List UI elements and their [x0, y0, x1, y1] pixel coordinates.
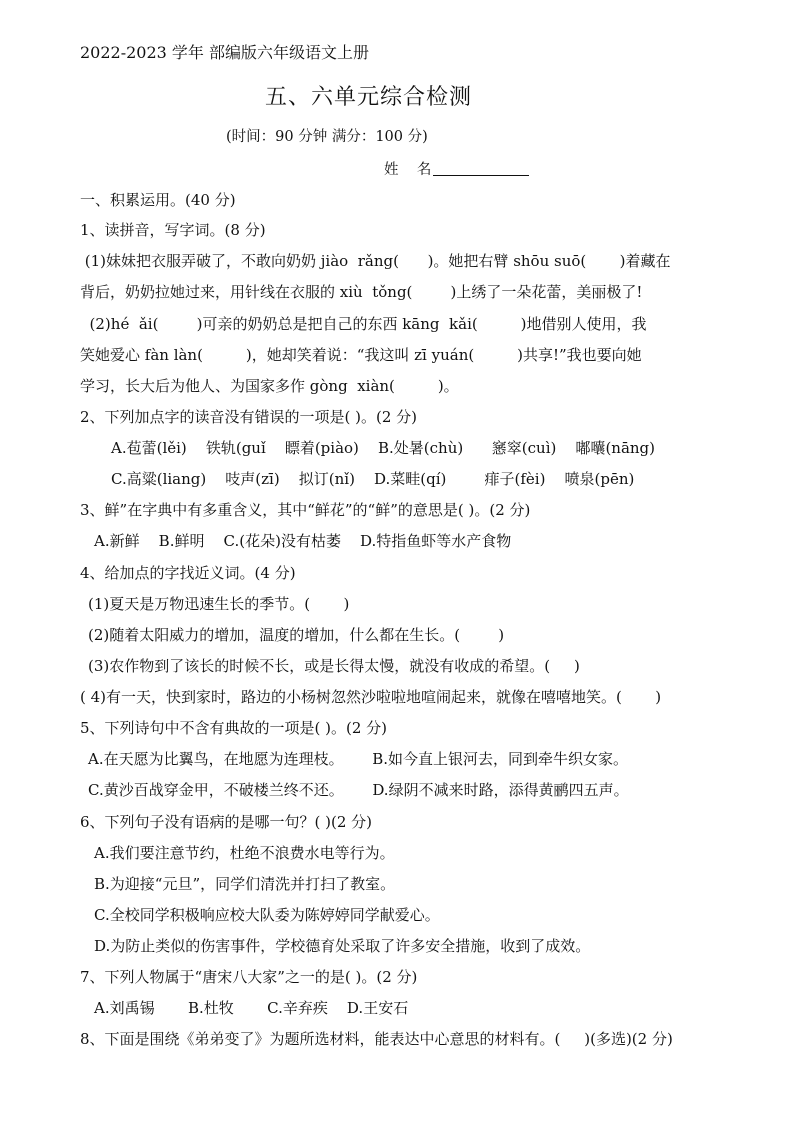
q4-item: (1)夏天是万物迅速生长的季节。( ): [88, 595, 350, 613]
name-label: 姓 名: [384, 162, 432, 178]
q4-stem: 4、给加点的字找近义词。(4 分): [80, 564, 296, 582]
q6-option: D.为防止类似的伤害事件，学校德育处采取了许多安全措施，收到了成效。: [94, 937, 591, 955]
q6-option: C.全校同学积极响应校大队委为陈婷婷同学献爱心。: [94, 906, 440, 924]
q1-line: 学习，长大后为他人、为国家多作 gòng xiàn( )。: [80, 377, 459, 395]
section-heading: 一、积累运用。(40 分): [80, 191, 236, 209]
time-score: (时间：90 分钟 满分：100 分): [226, 129, 428, 145]
q6-stem: 6、下列句子没有语病的是哪一句？( )(2 分): [80, 813, 373, 831]
q3-options: A.新鲜 B.鲜明 C.(花朵)没有枯萎 D.特指鱼虾等水产食物: [94, 532, 512, 550]
q1-line: 笑她爱心 fàn làn( )，她却笑着说：“我这叫 zī yuán( )共享!”我也要向她: [80, 346, 642, 364]
q3-stem: 3、鲜”在字典中有多重含义，其中“鲜花”的“鲜”的意思是( )。(2 分): [80, 501, 531, 519]
q6-option: A.我们要注意节约，杜绝不浪费水电等行为。: [94, 844, 395, 862]
q2-options: C.高粱(liang) 吱声(zī) 拟订(nǐ) D.菜畦(qí) 痱子(fèi) 喷泉(pēn): [111, 470, 635, 488]
page-title: 五、六单元综合检测: [265, 85, 473, 110]
q2-options: A.苞蕾(lěi) 铁轨(guǐ 瞟着(piào) B.处暑(chù) 窸窣(cuì) 嘟囔(nāng): [111, 439, 656, 457]
q4-item: (3)农作物到了该长的时候不长，或是长得太慢，就没有收成的希望。( ): [88, 657, 580, 675]
q7-stem: 7、下列人物属于“唐宋八大家”之一的是( )。(2 分): [80, 968, 418, 986]
q1-line: (2)hé ǎi( )可亲的奶奶总是把自己的东西 kāng kǎi( )地借别人使用，我: [80, 315, 647, 333]
q2-stem: 2、下列加点字的读音没有错误的一项是( )。(2 分): [80, 408, 418, 426]
q6-option: B.为迎接“元旦”，同学们清洗并打扫了教室。: [94, 875, 396, 893]
q1-line: 背后，奶奶拉她过来，用针线在衣服的 xiù tǒng( )上绣了一朵花蕾，美丽极了!: [80, 283, 643, 301]
doc-header: 2022-2023 学年 部编版六年级语文上册: [80, 43, 370, 62]
q1-stem: 1、读拼音，写字词。(8 分): [80, 221, 266, 239]
q5-options: A.在天愿为比翼鸟，在地愿为连理枝。 B.如今直上银河去，同到牵牛织女家。: [88, 750, 629, 768]
name-field: [384, 159, 529, 180]
name-blank: [433, 159, 529, 176]
q1-line: (1)妹妹把衣服弄破了，不敢向奶奶 jiào rǎng( )。她把右臂 shōu suō( )着藏在: [80, 252, 671, 270]
q5-stem: 5、下列诗句中不含有典故的一项是( )。(2 分): [80, 719, 388, 737]
q4-item: (2)随着太阳威力的增加，温度的增加，什么都在生长。( ): [88, 626, 505, 644]
q4-item: ( 4)有一天，快到家时，路边的小杨树忽然沙啦啦地喧闹起来，就像在嘻嘻地笑。( ): [80, 688, 662, 706]
q7-options: A.刘禹锡 B.杜牧 C.辛弃疾 D.王安石: [94, 999, 409, 1017]
q8-stem: 8、下面是围绕《弟弟变了》为题所选材料，能表达中心意思的材料有。( )(多选)(2 分): [80, 1030, 673, 1048]
q5-options: C.黄沙百战穿金甲，不破楼兰终不还。 D.绿阴不减来时路，添得黄鹂四五声。: [88, 781, 629, 799]
